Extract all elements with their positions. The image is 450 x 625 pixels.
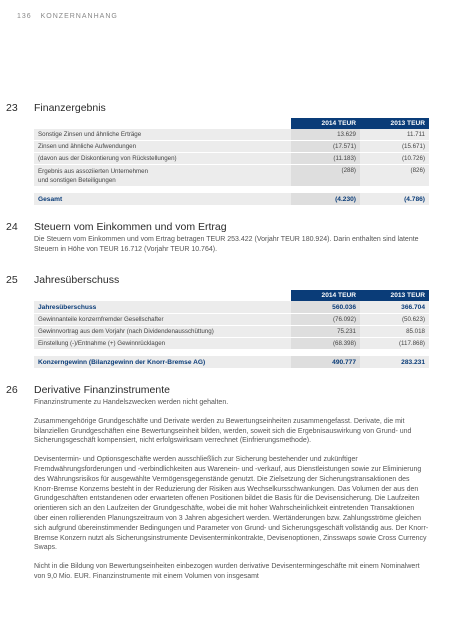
section-heading xyxy=(6,221,429,234)
total-2013: 283.231 xyxy=(360,356,429,369)
section-number: 24 xyxy=(6,221,18,233)
total-label: Gesamt xyxy=(34,193,291,206)
paragraph: Devisentermin- und Optionsgeschäfte werden ausschließlich zur Sicherung bestehender und zukünftiger Fremdwährungsforderungen und -verbindlichkeiten aus Warenein- und -verkauf, aus Dienstleistungen sowie zur Eliminierung des Währungsrisikos für ausgewählte Vermögensgegenstände genutzt. Die Zielsetzung der Sicherungstransaktionen des Knorr-Bremse Konzerns besteht in der Reduzierung der Risiken aus Wechselkursschwankungen. Das Volumen der aus den Grundgeschäften entstandenen oder erwarteten offenen Positionen bildet die Basis für die Devisensicherung. Die Laufzeiten orientieren sich an den Laufzeiten der Grundgeschäfte, wobei die mit hoher Wahrscheinlichkeit eintretenden Transaktionen über einen rollierenden Planungszeitraum von 3 Jahren abgesichert werden. Wertänderungen bzw. Zahlungsströme gleichen sich aufgrund übereinstimmender Bedingungen und Parameter von Grund- und Sicherungsgeschäft vollständig aus. Der Knorr-Bremse Konzern nutzt als Sicherungsinstrumente Devisenterminkontrakte, Devisenoptionen, Zinsswaps sowie Cross Currency Swaps. xyxy=(34,456,429,552)
row-label-line: Ergebnis aus assoziierten Unternehmen xyxy=(38,167,149,175)
section-title: Jahresüberschuss xyxy=(34,274,120,286)
table-row xyxy=(34,301,429,314)
finanzergebnis-table xyxy=(34,118,429,206)
row-label xyxy=(34,165,291,187)
section-intro: Finanzinstrumente zu Handelszwecken werden nicht gehalten. xyxy=(34,399,229,406)
total-2013: (4.786) xyxy=(360,193,429,206)
value-2014: 560.036 xyxy=(291,301,360,314)
table-row xyxy=(34,314,429,326)
total-row xyxy=(34,193,429,206)
total-2014: (4.230) xyxy=(291,193,360,206)
section-heading xyxy=(6,274,429,287)
column-header: 2013 TEUR xyxy=(360,118,429,129)
section-jahresueberschuss xyxy=(6,274,429,369)
table-row xyxy=(34,165,429,187)
table-row xyxy=(34,129,429,141)
value-2013: (10.726) xyxy=(360,153,429,165)
table-row xyxy=(34,338,429,350)
section-derivative xyxy=(6,384,429,582)
row-label: (davon aus der Diskontierung von Rückstellungen) xyxy=(34,153,291,165)
value-2013: (50.623) xyxy=(360,314,429,326)
value-2013: 11.711 xyxy=(360,129,429,141)
value-2013: 85.018 xyxy=(360,326,429,338)
section-steuern xyxy=(6,221,429,255)
total-2014: 490.777 xyxy=(291,356,360,369)
table-header-row xyxy=(34,290,429,301)
page-header-title: KONZERNANHANG xyxy=(40,13,118,20)
total-row xyxy=(34,356,429,369)
value-2014: 13.629 xyxy=(291,129,360,141)
column-header: 2014 TEUR xyxy=(291,118,360,129)
value-2013: (826) xyxy=(360,165,429,187)
section-title: Derivative Finanzinstrumente xyxy=(34,384,170,396)
section-title: Finanzergebnis xyxy=(34,102,106,114)
row-label: Gewinnvortrag aus dem Vorjahr (nach Dividendenausschüttung) xyxy=(34,326,291,338)
value-2014: (288) xyxy=(291,165,360,187)
section-heading xyxy=(6,384,429,397)
paragraph: Nicht in die Bildung von Bewertungseinheiten einbezogen wurden derivative Devisentermingeschäfte mit einem Nominalwert von 9,0 Mio. EUR. Finanzinstrumente mit einem Volumen von insgesamt xyxy=(34,563,420,580)
table-row xyxy=(34,153,429,165)
jahresueberschuss-table xyxy=(34,290,429,369)
value-2014: 75.231 xyxy=(291,326,360,338)
paragraph: Zusammengehörige Grundgeschäfte und Derivate werden zu Bewertungseinheiten zusammengefasst. Derivate, die mit bilanziellen Grundgeschäften eine Bewertungseinheit bilden, werden, soweit sich die Ergebnisauswirkung von Grund- und Sicherungsgeschäft kompensiert, nicht erfolgswirksam verrechnet (Einfrierungsmethode). xyxy=(34,417,412,445)
value-2014: (68.398) xyxy=(291,338,360,350)
section-number: 23 xyxy=(6,102,18,114)
section-title: Steuern vom Einkommen und vom Ertrag xyxy=(34,221,227,233)
value-2013: (15.671) xyxy=(360,141,429,153)
value-2014: (76.092) xyxy=(291,314,360,326)
value-2014: (17.571) xyxy=(291,141,360,153)
row-label: Jahresüberschuss xyxy=(34,301,291,314)
row-label: Sonstige Zinsen und ähnliche Erträge xyxy=(34,129,291,141)
value-2014: (11.183) xyxy=(291,153,360,165)
table-row xyxy=(34,141,429,153)
section-number: 25 xyxy=(6,274,18,286)
value-2013: 366.704 xyxy=(360,301,429,314)
column-header: 2013 TEUR xyxy=(360,290,429,301)
row-label: Zinsen und ähnliche Aufwendungen xyxy=(34,141,291,153)
value-2013: (117.868) xyxy=(360,338,429,350)
page-number: 136 xyxy=(17,13,32,20)
section-text: Die Steuern vom Einkommen und vom Ertrag betragen TEUR 253.422 (Vorjahr TEUR 180.924). Darin enthalten sind latente Steuern in Höhe von TEUR 16.712 (Vorjahr TEUR 10.764). xyxy=(34,236,419,253)
table-header-row xyxy=(34,118,429,129)
total-label: Konzerngewinn (Bilanzgewinn der Knorr-Bremse AG) xyxy=(34,356,291,369)
column-header: 2014 TEUR xyxy=(291,290,360,301)
row-label: Gewinnanteile konzernfremder Gesellschafter xyxy=(34,314,291,326)
row-label-line: und sonstigen Beteiligungen xyxy=(38,176,116,184)
table-row xyxy=(34,326,429,338)
page-header xyxy=(17,13,118,20)
row-label: Einstellung (-)/Entnahme (+) Gewinnrücklagen xyxy=(34,338,291,350)
section-number: 26 xyxy=(6,384,18,396)
section-finanzergebnis xyxy=(6,102,429,206)
section-heading xyxy=(6,102,429,115)
